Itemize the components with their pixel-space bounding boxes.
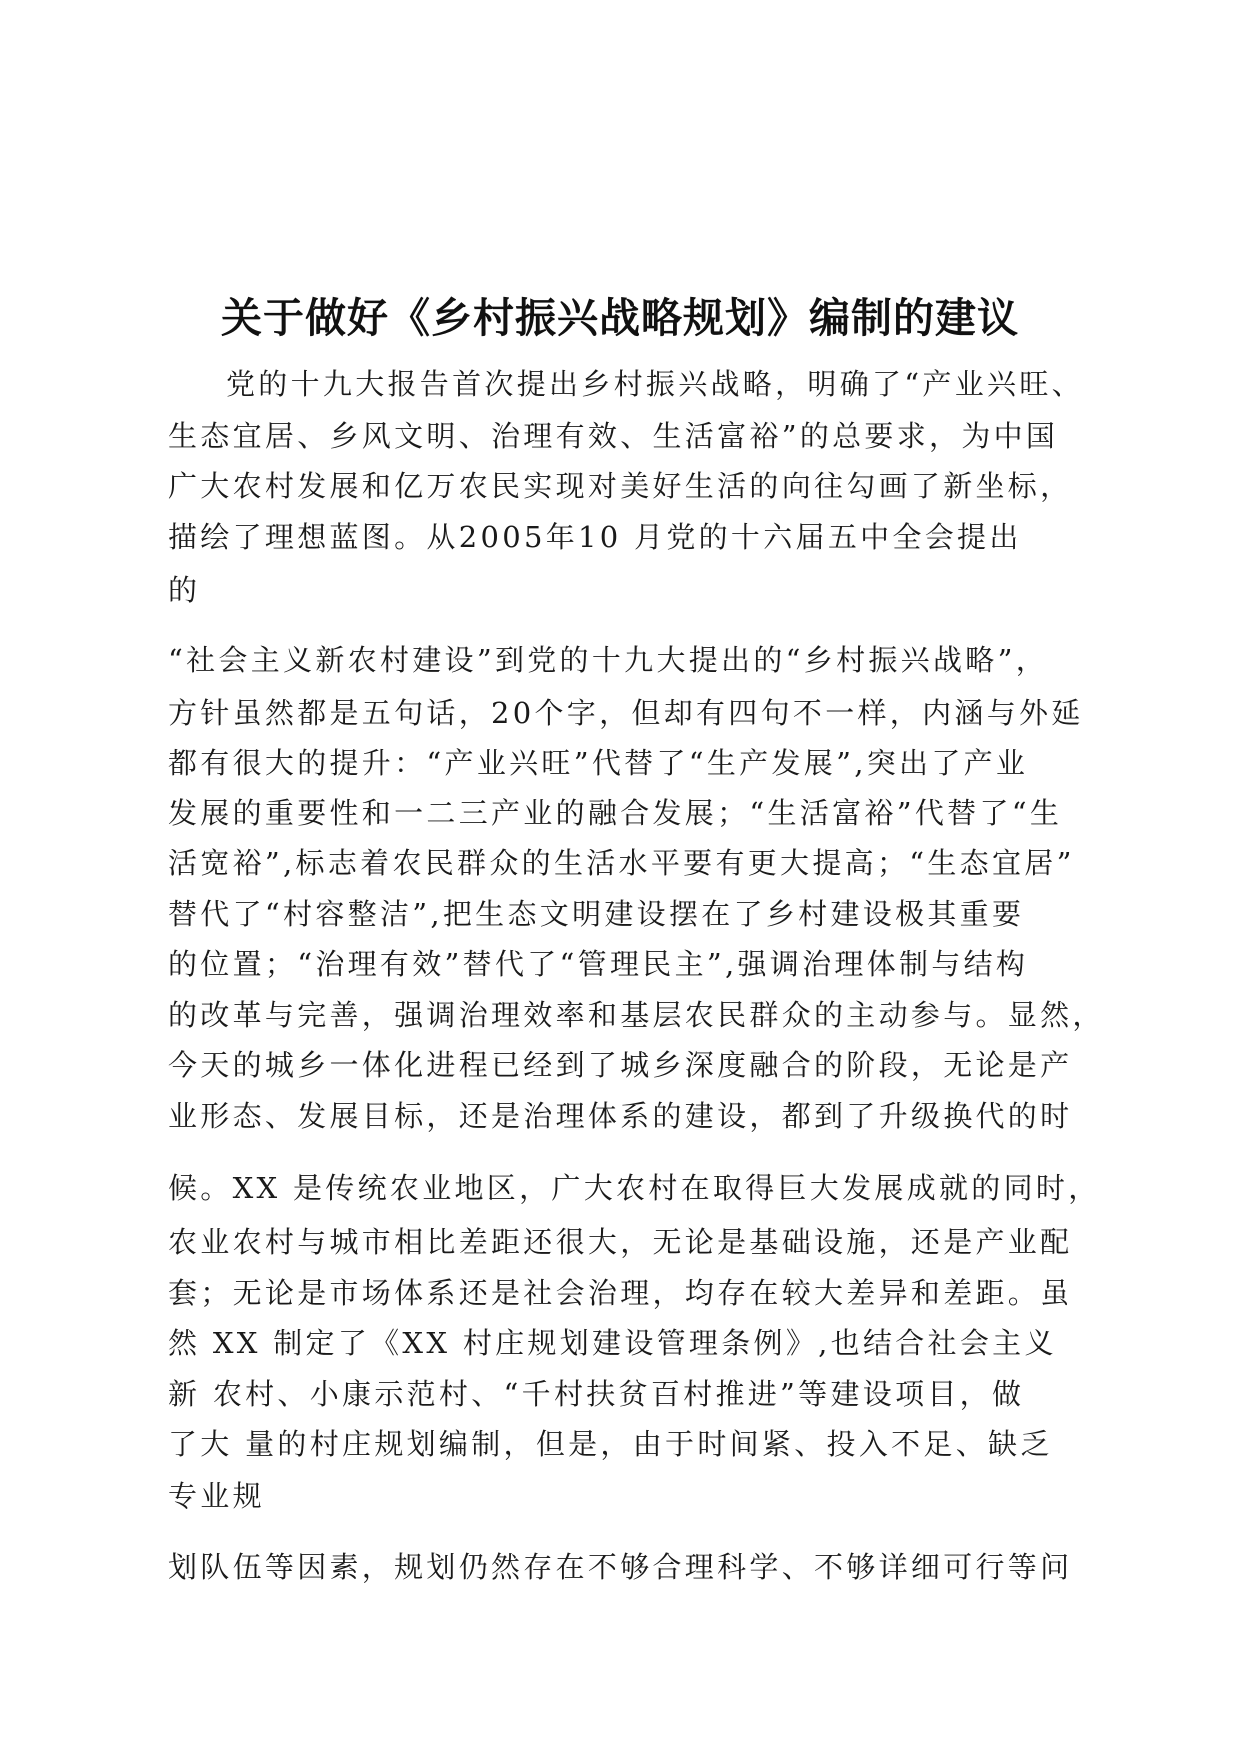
paragraph-line: “社会主义新农村建设”到党的十九大提出的“乡村振兴战略”， <box>168 643 1049 677</box>
paragraph-line: 的 <box>168 573 201 607</box>
paragraph-line: 发展的重要性和一二三产业的融合发展；“生活富裕”代替了“生 <box>168 796 1063 830</box>
paragraph-line: 替代了“村容整洁”,把生态文明建设摆在了乡村建设极其重要 <box>168 897 1025 931</box>
paragraph-line: 生态宜居、乡风文明、治理有效、生活富裕”的总要求，为中国 <box>168 419 1059 453</box>
paragraph-line: 候。XX 是传统农业地区，广大农村在取得巨大发展成就的同时， <box>168 1171 1101 1205</box>
paragraph-line: 方针虽然都是五句话，20个字，但却有四句不一样，内涵与外延 <box>168 696 1084 730</box>
paragraph-line: 党的十九大报告首次提出乡村振兴战略，明确了“产业兴旺、 <box>226 367 1084 401</box>
paragraph-line: 了大 量的村庄规划编制，但是，由于时间紧、投入不足、缺乏 <box>168 1427 1053 1461</box>
paragraph-line: 描绘了理想蓝图。从2005年10 月党的十六届五中全会提出 <box>168 520 1022 554</box>
paragraph-line: 业形态、发展目标，还是治理体系的建设，都到了升级换代的时 <box>168 1099 1073 1133</box>
paragraph-line: 套；无论是市场体系还是社会治理，均存在较大差异和差距。虽 <box>168 1276 1073 1310</box>
paragraph-line: 专业规 <box>168 1479 265 1513</box>
paragraph-line: 都有很大的提升：“产业兴旺”代替了“生产发展”,突出了产业 <box>168 746 1029 780</box>
paragraph-line: 的位置；“治理有效”替代了“管理民主”,强调治理体制与结构 <box>168 947 1029 981</box>
paragraph-line: 今天的城乡一体化进程已经到了城乡深度融合的阶段，无论是产 <box>168 1048 1073 1082</box>
paragraph-line: 农业农村与城市相比差距还很大，无论是基础设施，还是产业配 <box>168 1225 1073 1259</box>
paragraph-line: 活宽裕”,标志着农民群众的生活水平要有更大提高；“生态宜居” <box>168 846 1075 880</box>
document-title: 关于做好《乡村振兴战略规划》编制的建议 <box>221 294 1019 342</box>
paragraph-line: 新 农村、小康示范村、“千村扶贫百村推进”等建设项目，做 <box>168 1377 1025 1411</box>
paragraph-line: 然 XX 制定了《XX 村庄规划建设管理条例》,也结合社会主义 <box>168 1326 1057 1360</box>
paragraph-line: 的改革与完善，强调治理效率和基层农民群众的主动参与。显然， <box>168 998 1105 1032</box>
paragraph-line: 划队伍等因素，规划仍然存在不够合理科学、不够详细可行等问 <box>168 1550 1073 1584</box>
paragraph-line: 广大农村发展和亿万农民实现对美好生活的向往勾画了新坐标， <box>168 469 1073 503</box>
